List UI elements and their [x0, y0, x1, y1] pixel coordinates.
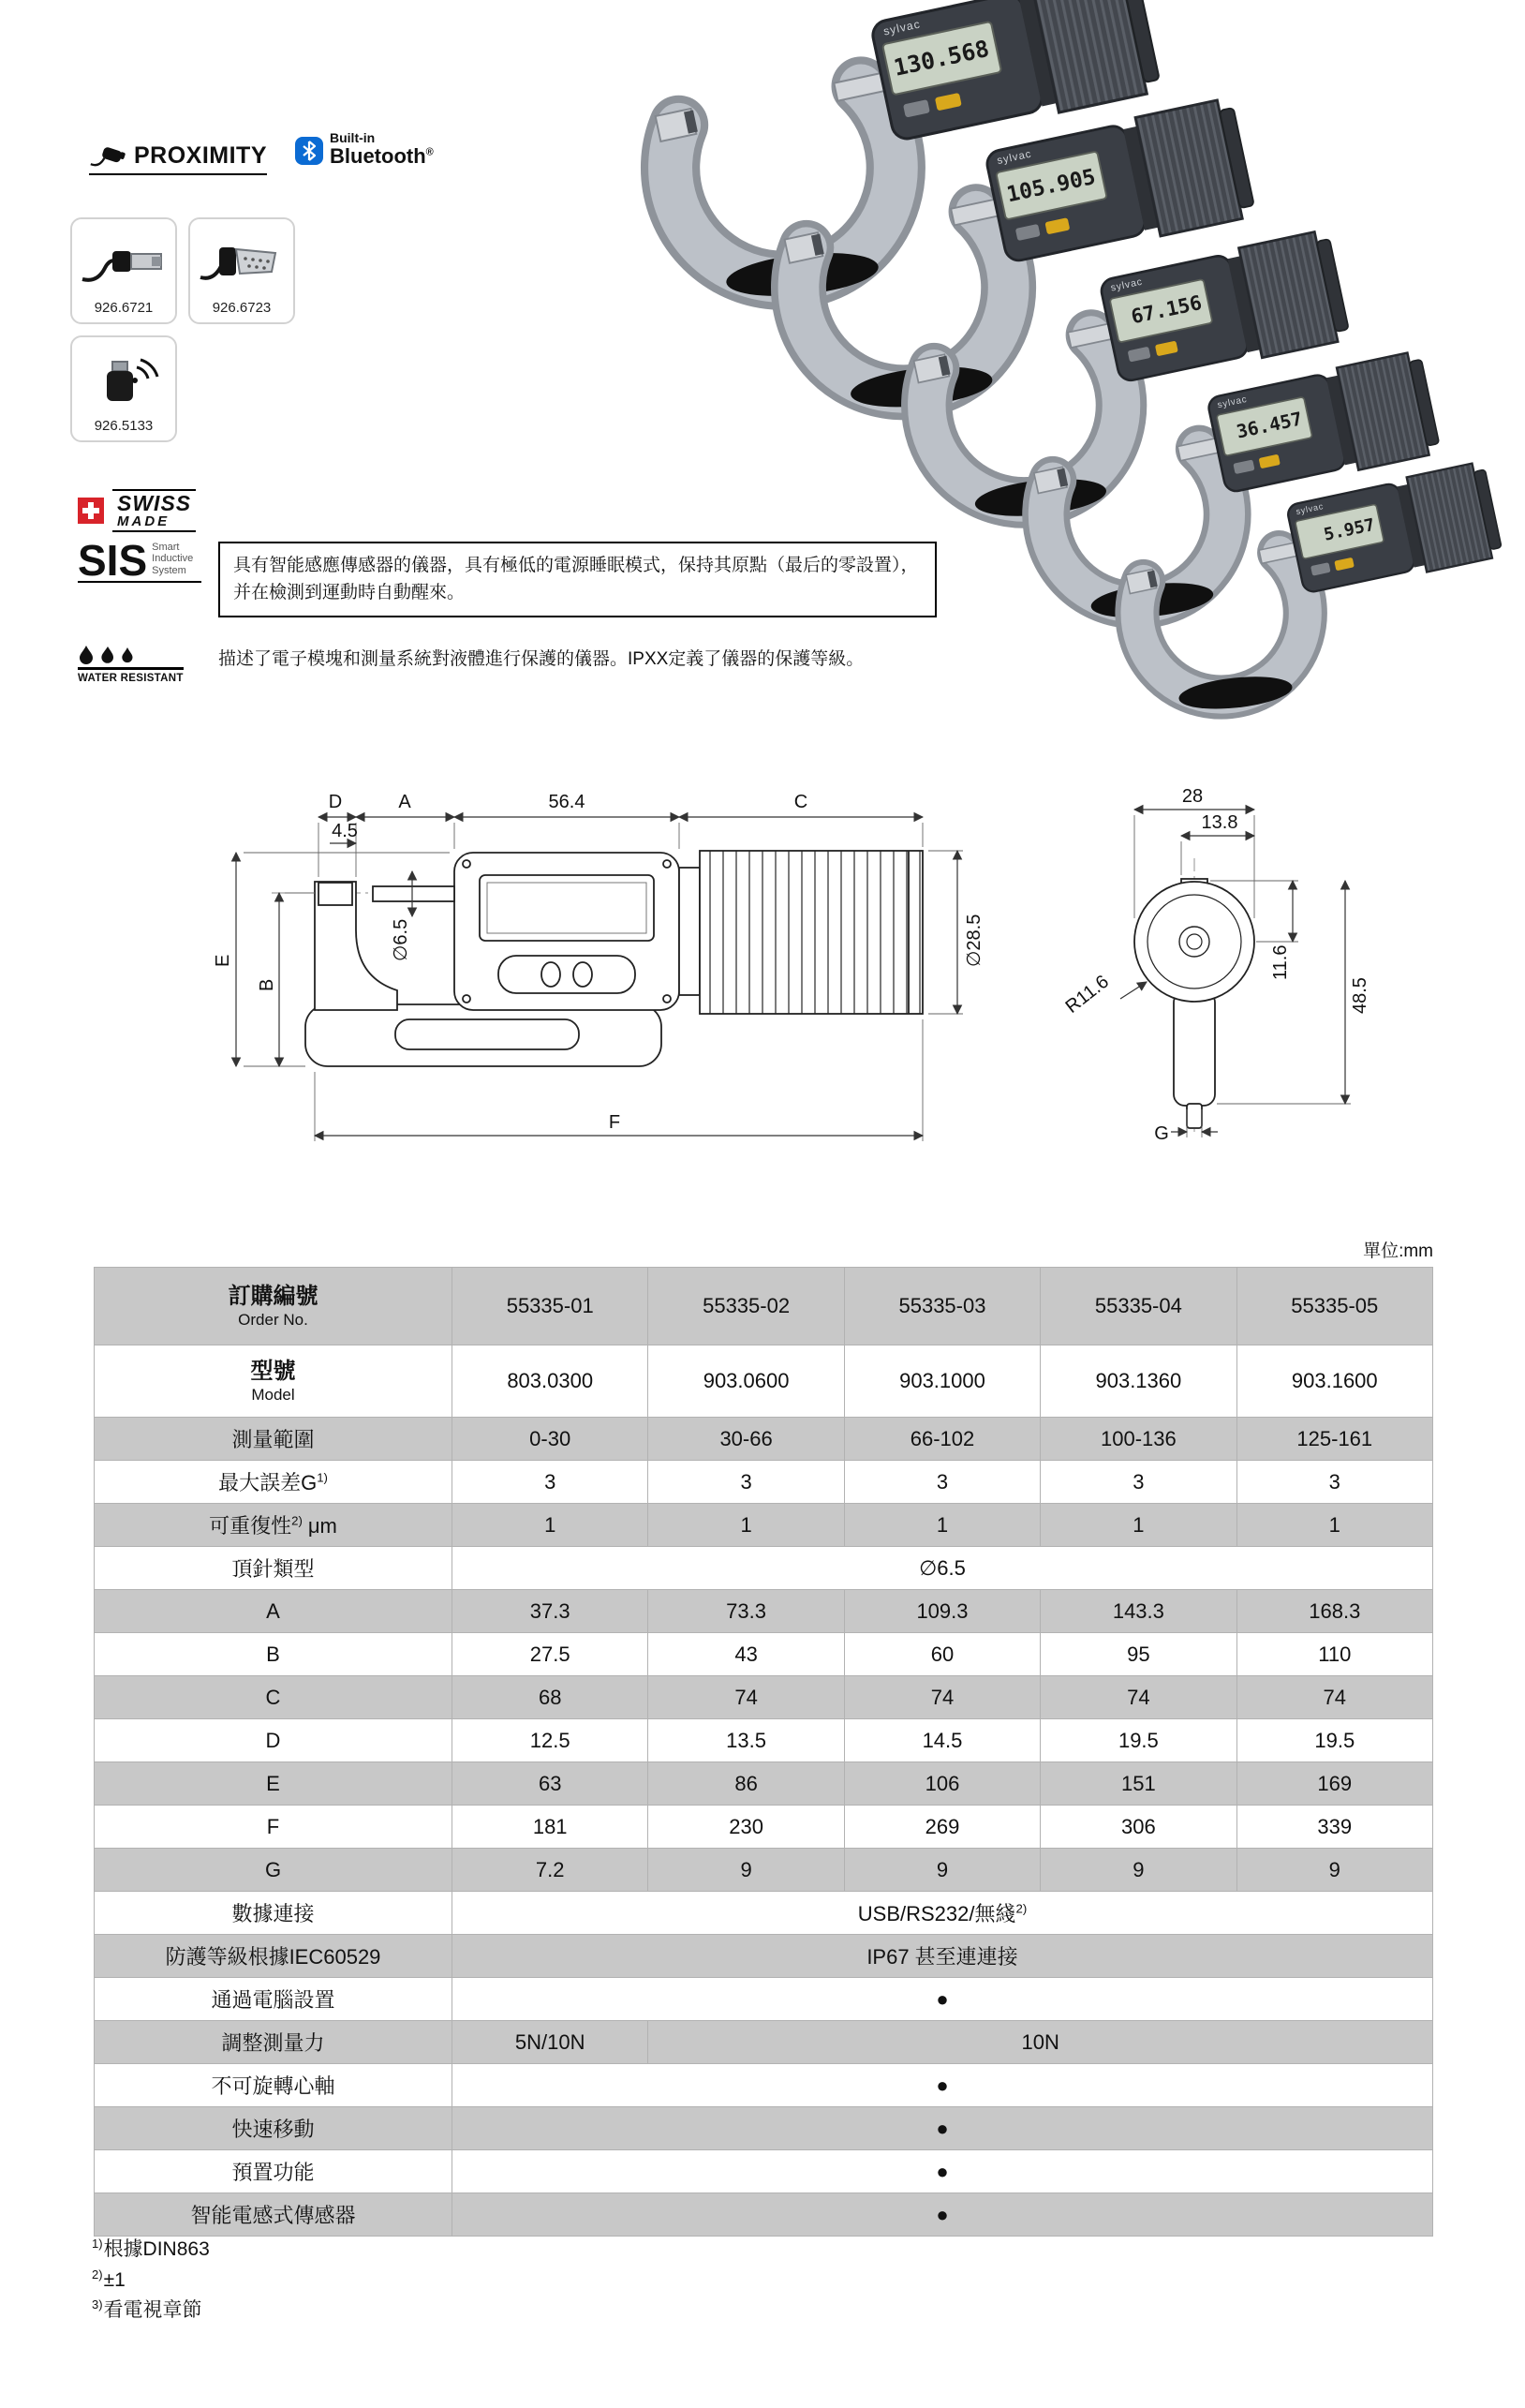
cell: 7.2	[452, 1849, 648, 1892]
cell: 55335-01	[452, 1268, 648, 1345]
dim-C: C	[793, 792, 808, 812]
cell: 9	[844, 1849, 1040, 1892]
water-drops-icon	[78, 645, 140, 665]
swiss-made-line1: SWISS	[117, 491, 192, 515]
cell: 100-136	[1041, 1418, 1236, 1461]
cell: USB/RS232/無綫$^{2)}$	[452, 1892, 1433, 1935]
usb-cable-icon	[81, 230, 167, 289]
cell: ●	[452, 2150, 1433, 2193]
cell: ●	[452, 2064, 1433, 2107]
row-label-dim-b: B	[95, 1633, 452, 1676]
swiss-made-line2: MADE	[117, 513, 170, 529]
cell: 1	[1041, 1504, 1236, 1547]
cell: 74	[648, 1676, 844, 1719]
cell: 306	[1041, 1806, 1236, 1849]
row-label-smart-sensor: 智能電感式傳感器	[95, 2193, 452, 2237]
dim-R11-6: R11.6	[1061, 971, 1113, 1018]
table-row-force	[95, 2021, 1433, 2064]
cell: 110	[1236, 1633, 1432, 1676]
cell: 803.0300	[452, 1345, 648, 1418]
cell: 30-66	[648, 1418, 844, 1461]
sis-word-inductive: Inductive	[152, 553, 194, 565]
row-label-fast-move: 快速移動	[95, 2107, 452, 2150]
lcd-display-value: 5.957	[1322, 514, 1377, 545]
water-resistant-label: WATER RESISTANT	[78, 667, 184, 684]
row-label-dim-d: D	[95, 1719, 452, 1762]
cell: 73.3	[648, 1590, 844, 1633]
cell: 903.0600	[648, 1345, 844, 1418]
row-label-dim-g: G	[95, 1849, 452, 1892]
cell: 0-30	[452, 1418, 648, 1461]
cell: 3	[844, 1461, 1040, 1504]
dim-F: F	[608, 1112, 621, 1133]
swiss-cross-icon	[78, 498, 104, 524]
cell: 125-161	[1236, 1418, 1432, 1461]
row-label-model: 型號 Model	[95, 1345, 452, 1418]
dim-E: E	[213, 954, 233, 967]
dim-4-5: 4.5	[332, 821, 358, 841]
cell: ●	[452, 2107, 1433, 2150]
cell: 66-102	[844, 1418, 1040, 1461]
technical-drawing	[131, 768, 1424, 1199]
table-row-dim-g	[95, 1849, 1433, 1892]
table-row-max-error	[95, 1461, 1433, 1504]
proximity-badge	[89, 142, 267, 175]
row-label-dim-a: A	[95, 1590, 452, 1633]
table-row-dim-b	[95, 1633, 1433, 1676]
sis-word-smart: Smart	[152, 542, 180, 553]
swiss-made-badge	[78, 489, 196, 532]
sis-label: SIS	[78, 535, 148, 585]
cell: 1	[648, 1504, 844, 1547]
cell: 14.5	[844, 1719, 1040, 1762]
table-row-order-no	[95, 1268, 1433, 1345]
cell: 903.1600	[1236, 1345, 1432, 1418]
table-row-tip-type	[95, 1547, 1433, 1590]
brand-label: sylvac	[1109, 275, 1144, 294]
table-row-model	[95, 1345, 1433, 1418]
bluetooth-builtin-label: Built-in	[330, 130, 376, 145]
dim-A: A	[398, 792, 411, 812]
cell: 3	[648, 1461, 844, 1504]
accessory-code: 926.5133	[94, 418, 154, 434]
proximity-label: PROXIMITY	[133, 142, 267, 169]
row-label-force: 調整測量力	[95, 2021, 452, 2064]
cell: 27.5	[452, 1633, 648, 1676]
table-row-smart-sensor	[95, 2193, 1433, 2237]
cell: 169	[1236, 1762, 1432, 1806]
table-row-fast-move	[95, 2107, 1433, 2150]
cell: 3	[1041, 1461, 1236, 1504]
table-row-dim-d	[95, 1719, 1433, 1762]
accessory-usb-cable	[70, 217, 177, 324]
cell: 269	[844, 1806, 1040, 1849]
cell: 86	[648, 1762, 844, 1806]
dim-D: D	[328, 792, 343, 812]
cell: 3	[1236, 1461, 1432, 1504]
cell: ●	[452, 2193, 1433, 2237]
row-label-data-connection: 數據連接	[95, 1892, 452, 1935]
cell: 55335-05	[1236, 1268, 1432, 1345]
table-row-protection	[95, 1935, 1433, 1978]
cell: 109.3	[844, 1590, 1040, 1633]
footnote-3: $^{3)}$看電視章節	[92, 2297, 202, 2322]
accessory-wireless-dongle	[70, 335, 177, 442]
accessory-grid	[70, 217, 314, 442]
bluetooth-badge	[295, 131, 434, 167]
table-row-preset	[95, 2150, 1433, 2193]
cell: 12.5	[452, 1719, 648, 1762]
table-row-range	[95, 1418, 1433, 1461]
cell: 68	[452, 1676, 648, 1719]
brand-label: sylvac	[1216, 393, 1249, 410]
cell: 13.5	[648, 1719, 844, 1762]
footnote-2: $^{2)}$±1	[92, 2267, 126, 2291]
row-label-dim-f: F	[95, 1806, 452, 1849]
row-label-repeatability: 可重復性$^{2)}$ μm	[95, 1504, 452, 1547]
table-row-dim-e	[95, 1762, 1433, 1806]
sis-word-system: System	[152, 564, 186, 576]
cell: 230	[648, 1806, 844, 1849]
cell: 95	[1041, 1633, 1236, 1676]
cell: 143.3	[1041, 1590, 1236, 1633]
cell: 151	[1041, 1762, 1236, 1806]
product-photos	[506, 0, 1525, 825]
dim-dia-6-5: ∅6.5	[391, 918, 411, 961]
cell: 9	[1041, 1849, 1236, 1892]
table-row-dim-a	[95, 1590, 1433, 1633]
wireless-dongle-icon	[81, 349, 167, 407]
brand-label: sylvac	[996, 147, 1033, 167]
cell: 903.1360	[1041, 1345, 1236, 1418]
dim-28: 28	[1181, 786, 1204, 807]
cell: 74	[1041, 1676, 1236, 1719]
cell: 181	[452, 1806, 648, 1849]
cell: 37.3	[452, 1590, 648, 1633]
sis-logo	[78, 535, 201, 585]
cell: 74	[1236, 1676, 1432, 1719]
cell: 55335-02	[648, 1268, 844, 1345]
table-row-dim-c	[95, 1676, 1433, 1719]
cell: 55335-04	[1041, 1268, 1236, 1345]
dim-G: G	[1154, 1123, 1169, 1144]
cell: 43	[648, 1633, 844, 1676]
footnote-1: $^{1)}$根據DIN863	[92, 2237, 210, 2260]
cell: 55335-03	[844, 1268, 1040, 1345]
lcd-display-value: 105.905	[1004, 164, 1098, 208]
dim-11-6: 11.6	[1270, 944, 1291, 980]
lcd-display-value: 130.568	[891, 35, 992, 82]
lcd-display-value: 67.156	[1129, 290, 1205, 329]
unit-note: 單位:mm	[1363, 1241, 1433, 1261]
accessory-code: 926.6723	[212, 300, 272, 316]
row-label-pc-setup: 通過電腦設置	[95, 1978, 452, 2021]
row-label-order-no: 訂購編號 Order No.	[95, 1268, 452, 1345]
bluetooth-reg-mark: ®	[425, 146, 434, 158]
lcd-display-value: 36.457	[1234, 408, 1305, 443]
accessory-rs232-cable	[188, 217, 295, 324]
row-label-max-error: 最大誤差$G^{1)}$	[95, 1461, 452, 1504]
dim-B: B	[257, 978, 277, 991]
row-label-protection: 防護等級根據IEC60529	[95, 1935, 452, 1978]
cell: IP67 甚至連連接	[452, 1935, 1433, 1978]
accessory-code: 926.6721	[94, 300, 154, 316]
cell: 3	[452, 1461, 648, 1504]
cell: ●	[452, 1978, 1433, 2021]
table-row-repeatability	[95, 1504, 1433, 1547]
cell: 1	[844, 1504, 1040, 1547]
row-label-tip-type: 頂針類型	[95, 1547, 452, 1590]
water-resistant-logo	[78, 645, 201, 684]
dim-13-8: 13.8	[1201, 812, 1238, 833]
cell: 10N	[648, 2021, 1433, 2064]
brand-label: sylvac	[1295, 500, 1325, 517]
row-label-dim-e: E	[95, 1762, 452, 1806]
cell: 19.5	[1236, 1719, 1432, 1762]
dim-dia-28-5: ∅28.5	[964, 914, 985, 967]
sis-description: 具有智能感應傳感器的儀器，具有極低的電源睡眠模式，保持其原點（最后的零設置），并在檢測到運動時自動醒來。	[218, 542, 937, 617]
table-row-data-connection	[95, 1892, 1433, 1935]
table-row-non-rotating	[95, 2064, 1433, 2107]
cell: 63	[452, 1762, 648, 1806]
row-label-range: 測量範圍	[95, 1418, 452, 1461]
cell: 168.3	[1236, 1590, 1432, 1633]
cell: 5N/10N	[452, 2021, 648, 2064]
cell: ∅6.5	[452, 1547, 1433, 1590]
cell: 74	[844, 1676, 1040, 1719]
row-label-non-rotating: 不可旋轉心軸	[95, 2064, 452, 2107]
cell: 9	[1236, 1849, 1432, 1892]
row-label-preset: 預置功能	[95, 2150, 452, 2193]
water-resistant-description: 描述了電子模塊和測量系統對液體進行保護的儀器。IPXX定義了儀器的保護等級。	[218, 649, 865, 669]
bluetooth-icon	[295, 137, 323, 165]
cell: 9	[648, 1849, 844, 1892]
table-row-dim-f	[95, 1806, 1433, 1849]
rs232-connector-icon	[199, 230, 285, 289]
cell: 19.5	[1041, 1719, 1236, 1762]
footnotes	[92, 2235, 210, 2326]
bluetooth-label: Bluetooth	[330, 143, 426, 168]
cell: 339	[1236, 1806, 1432, 1849]
dim-48-5: 48.5	[1350, 977, 1370, 1014]
brand-label: sylvac	[881, 17, 922, 38]
proximity-cable-icon	[89, 144, 126, 169]
dim-56-4: 56.4	[548, 792, 585, 812]
table-row-pc-setup	[95, 1978, 1433, 2021]
row-label-dim-c: C	[95, 1676, 452, 1719]
cell: 1	[1236, 1504, 1432, 1547]
spec-table	[94, 1267, 1433, 2237]
cell: 1	[452, 1504, 648, 1547]
cell: 60	[844, 1633, 1040, 1676]
cell: 903.1000	[844, 1345, 1040, 1418]
cell: 106	[844, 1762, 1040, 1806]
